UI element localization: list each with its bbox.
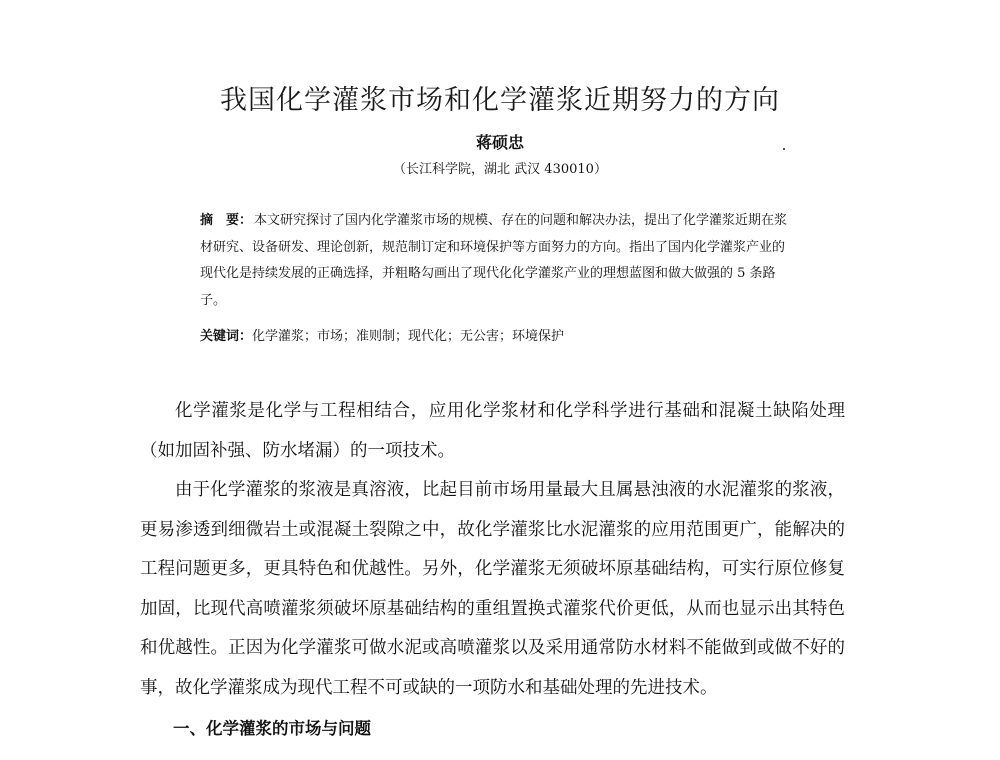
abstract-text: 本文研究探讨了国内化学灌浆市场的规模、存在的问题和解决办法，提出了化学灌浆近期在浆材研究、设备研发、理论创新，规范制订定和环境保护等方面努力的方向。指出了国内化学灌浆产业的现代化是持续发展的正确选择，并粗略勾画出了现代化化学灌浆产业的理想蓝图和做大做强的 5 条路子。 bbox=[200, 213, 788, 308]
abstract-label: 摘 要： bbox=[200, 213, 253, 228]
body-text bbox=[140, 392, 845, 750]
keywords-label: 关键词： bbox=[200, 329, 253, 344]
author-name: 蒋硕忠 bbox=[475, 133, 524, 152]
paragraph-1: 化学灌浆是化学与工程相结合，应用化学浆材和化学科学进行基础和混凝土缺陷处理（如加固补强、防水堵漏）的一项技术。 bbox=[140, 401, 845, 461]
section-heading-1: 一、化学灌浆的市场与问题 bbox=[173, 719, 371, 738]
keywords-text: 化学灌浆；市场；准则制；现代化；无公害；环境保护 bbox=[252, 329, 565, 344]
author-affiliation: （长江科学院，湖北 武汉 430010） bbox=[393, 162, 607, 177]
abstract-block bbox=[200, 208, 790, 314]
keywords-block bbox=[200, 328, 790, 346]
scan-speck bbox=[783, 148, 785, 150]
paper-title: 我国化学灌浆市场和化学灌浆近期努力的方向 bbox=[220, 85, 780, 116]
paragraph-2: 由于化学灌浆的浆液是真溶液，比起目前市场用量最大且属悬浊液的水泥灌浆的浆液，更易渗透到细微岩土或混凝土裂隙之中，故化学灌浆比水泥灌浆的应用范围更广，能解决的工程问题更多，更具特色和优越性。另外，化学灌浆无须破坏原基础结构，可实行原位修复加固，比现代高喷灌浆须破坏原基础结构的重组置换式灌浆代价更低，从而也显示出其特色和优越性。正因为化学灌浆可做水泥或高喷灌浆以及采用通常防水材料不能做到或做不好的事，故化学灌浆成为现代工程不可或缺的一项防水和基础处理的先进技术。 bbox=[140, 480, 845, 698]
